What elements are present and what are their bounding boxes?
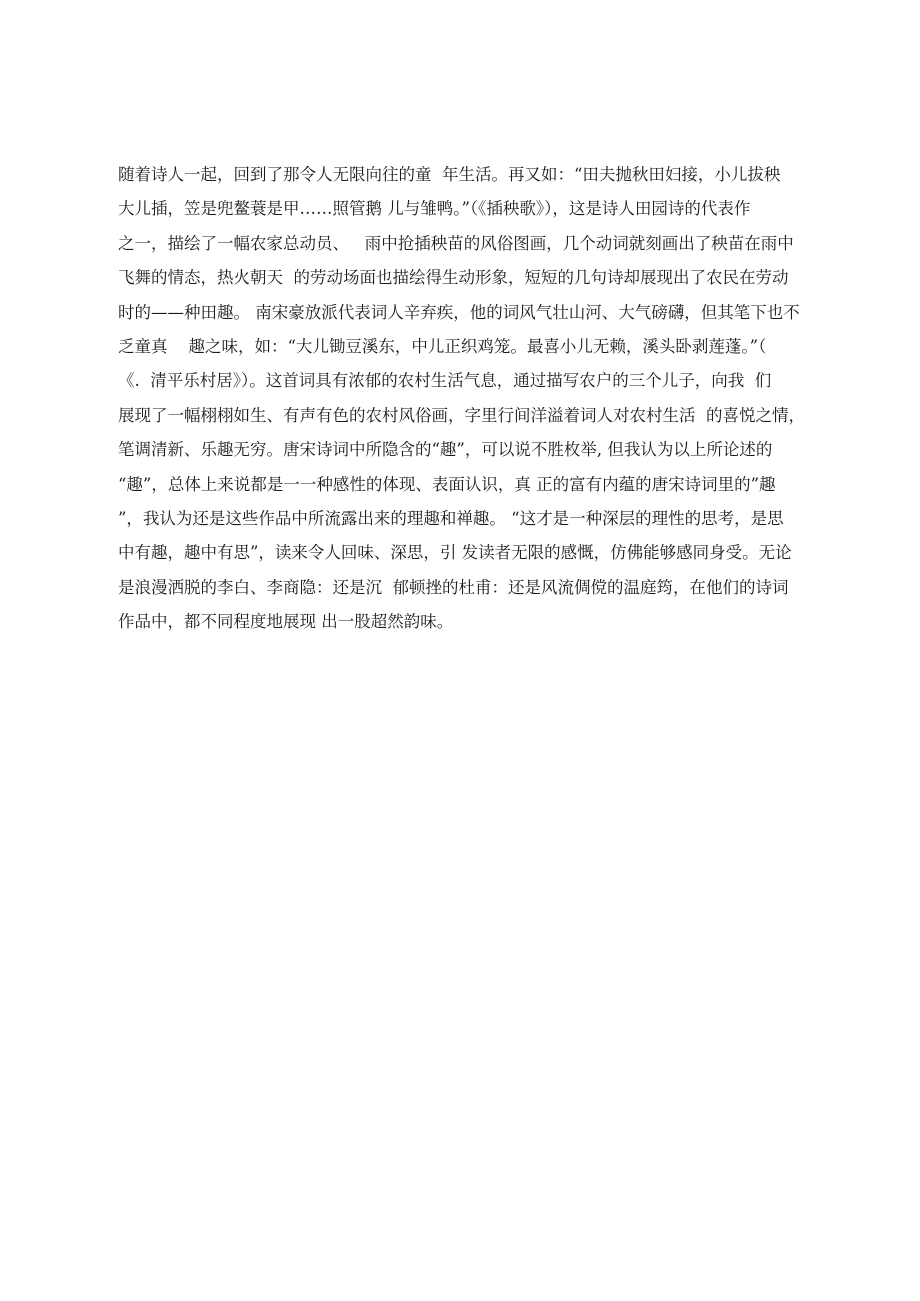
text-line-14: 作品中，都不同程度地展现 出一股超然韵味。	[118, 612, 454, 632]
text-line-5: 时的——种田趣。 南宋豪放派代表词人辛弃疾，他的词风气壮山河、大气磅礴，但其笔下也不	[118, 302, 800, 322]
text-line-6: 乏童真 趣之味，如：“大儿锄豆溪东，中儿正织鸡笼。最喜小儿无赖，溪头卧剥莲蓬。”（	[118, 336, 767, 356]
text-line-1: 随着诗人一起，回到了那令人无限向往的童 年生活。再又如：“田夫抛秋田妇接，小儿拔秧	[118, 165, 781, 184]
text-line-11: ”，我认为还是这些作品中所流露出来的理趣和禅趣。 “这才是一种深层的理性的思考，是思	[118, 508, 784, 528]
text-line-8: 展现了一幅栩栩如生、有声有色的农村风俗画，字里行间洋溢着词人对农村生活 的喜悦之情，	[118, 405, 805, 425]
text-line-9: 笔调清新、乐趣无穷。唐宋诗词中所隐含的“趣”，可以说不胜枚举, 但我认为以上所论述的	[118, 440, 773, 460]
text-line-13: 是浪漫洒脱的李白、李商隐：还是沉 郁顿挫的杜甫：还是风流倜傥的温庭筠，在他们的诗词	[118, 577, 789, 597]
text-line-10: “趣”，总体上来说都是一一种感性的体现、表面认识，真 正的富有内蕴的唐宋诗词里的”趣	[118, 474, 776, 494]
text-line-4: 飞舞的情态，热火朝天 的劳动场面也描绘得生动形象，短短的几句诗却展现出了农民在劳动	[118, 268, 789, 288]
text-line-3: 之一，描绘了一幅农家总动员、 雨中抢插秧苗的风俗图画，几个动词就刻画出了秧苗在雨中	[118, 233, 794, 253]
text-line-2: 大儿插，笠是兜鳌蓑是甲……照管鹅 儿与雏鸭。”（《插秧歌》），这是诗人田园诗的代表作	[118, 199, 751, 219]
body-paragraph	[118, 158, 818, 639]
text-line-7: 《. 清平乐村居》）。这首词具有浓郁的农村生活气息，通过描写农户的三个儿子，向我 们	[118, 371, 772, 391]
text-line-12: 中有趣，趣中有思”，读来令人回味、深思，引 发读者无限的感慨，仿佛能够感同身受。无论	[118, 543, 792, 563]
